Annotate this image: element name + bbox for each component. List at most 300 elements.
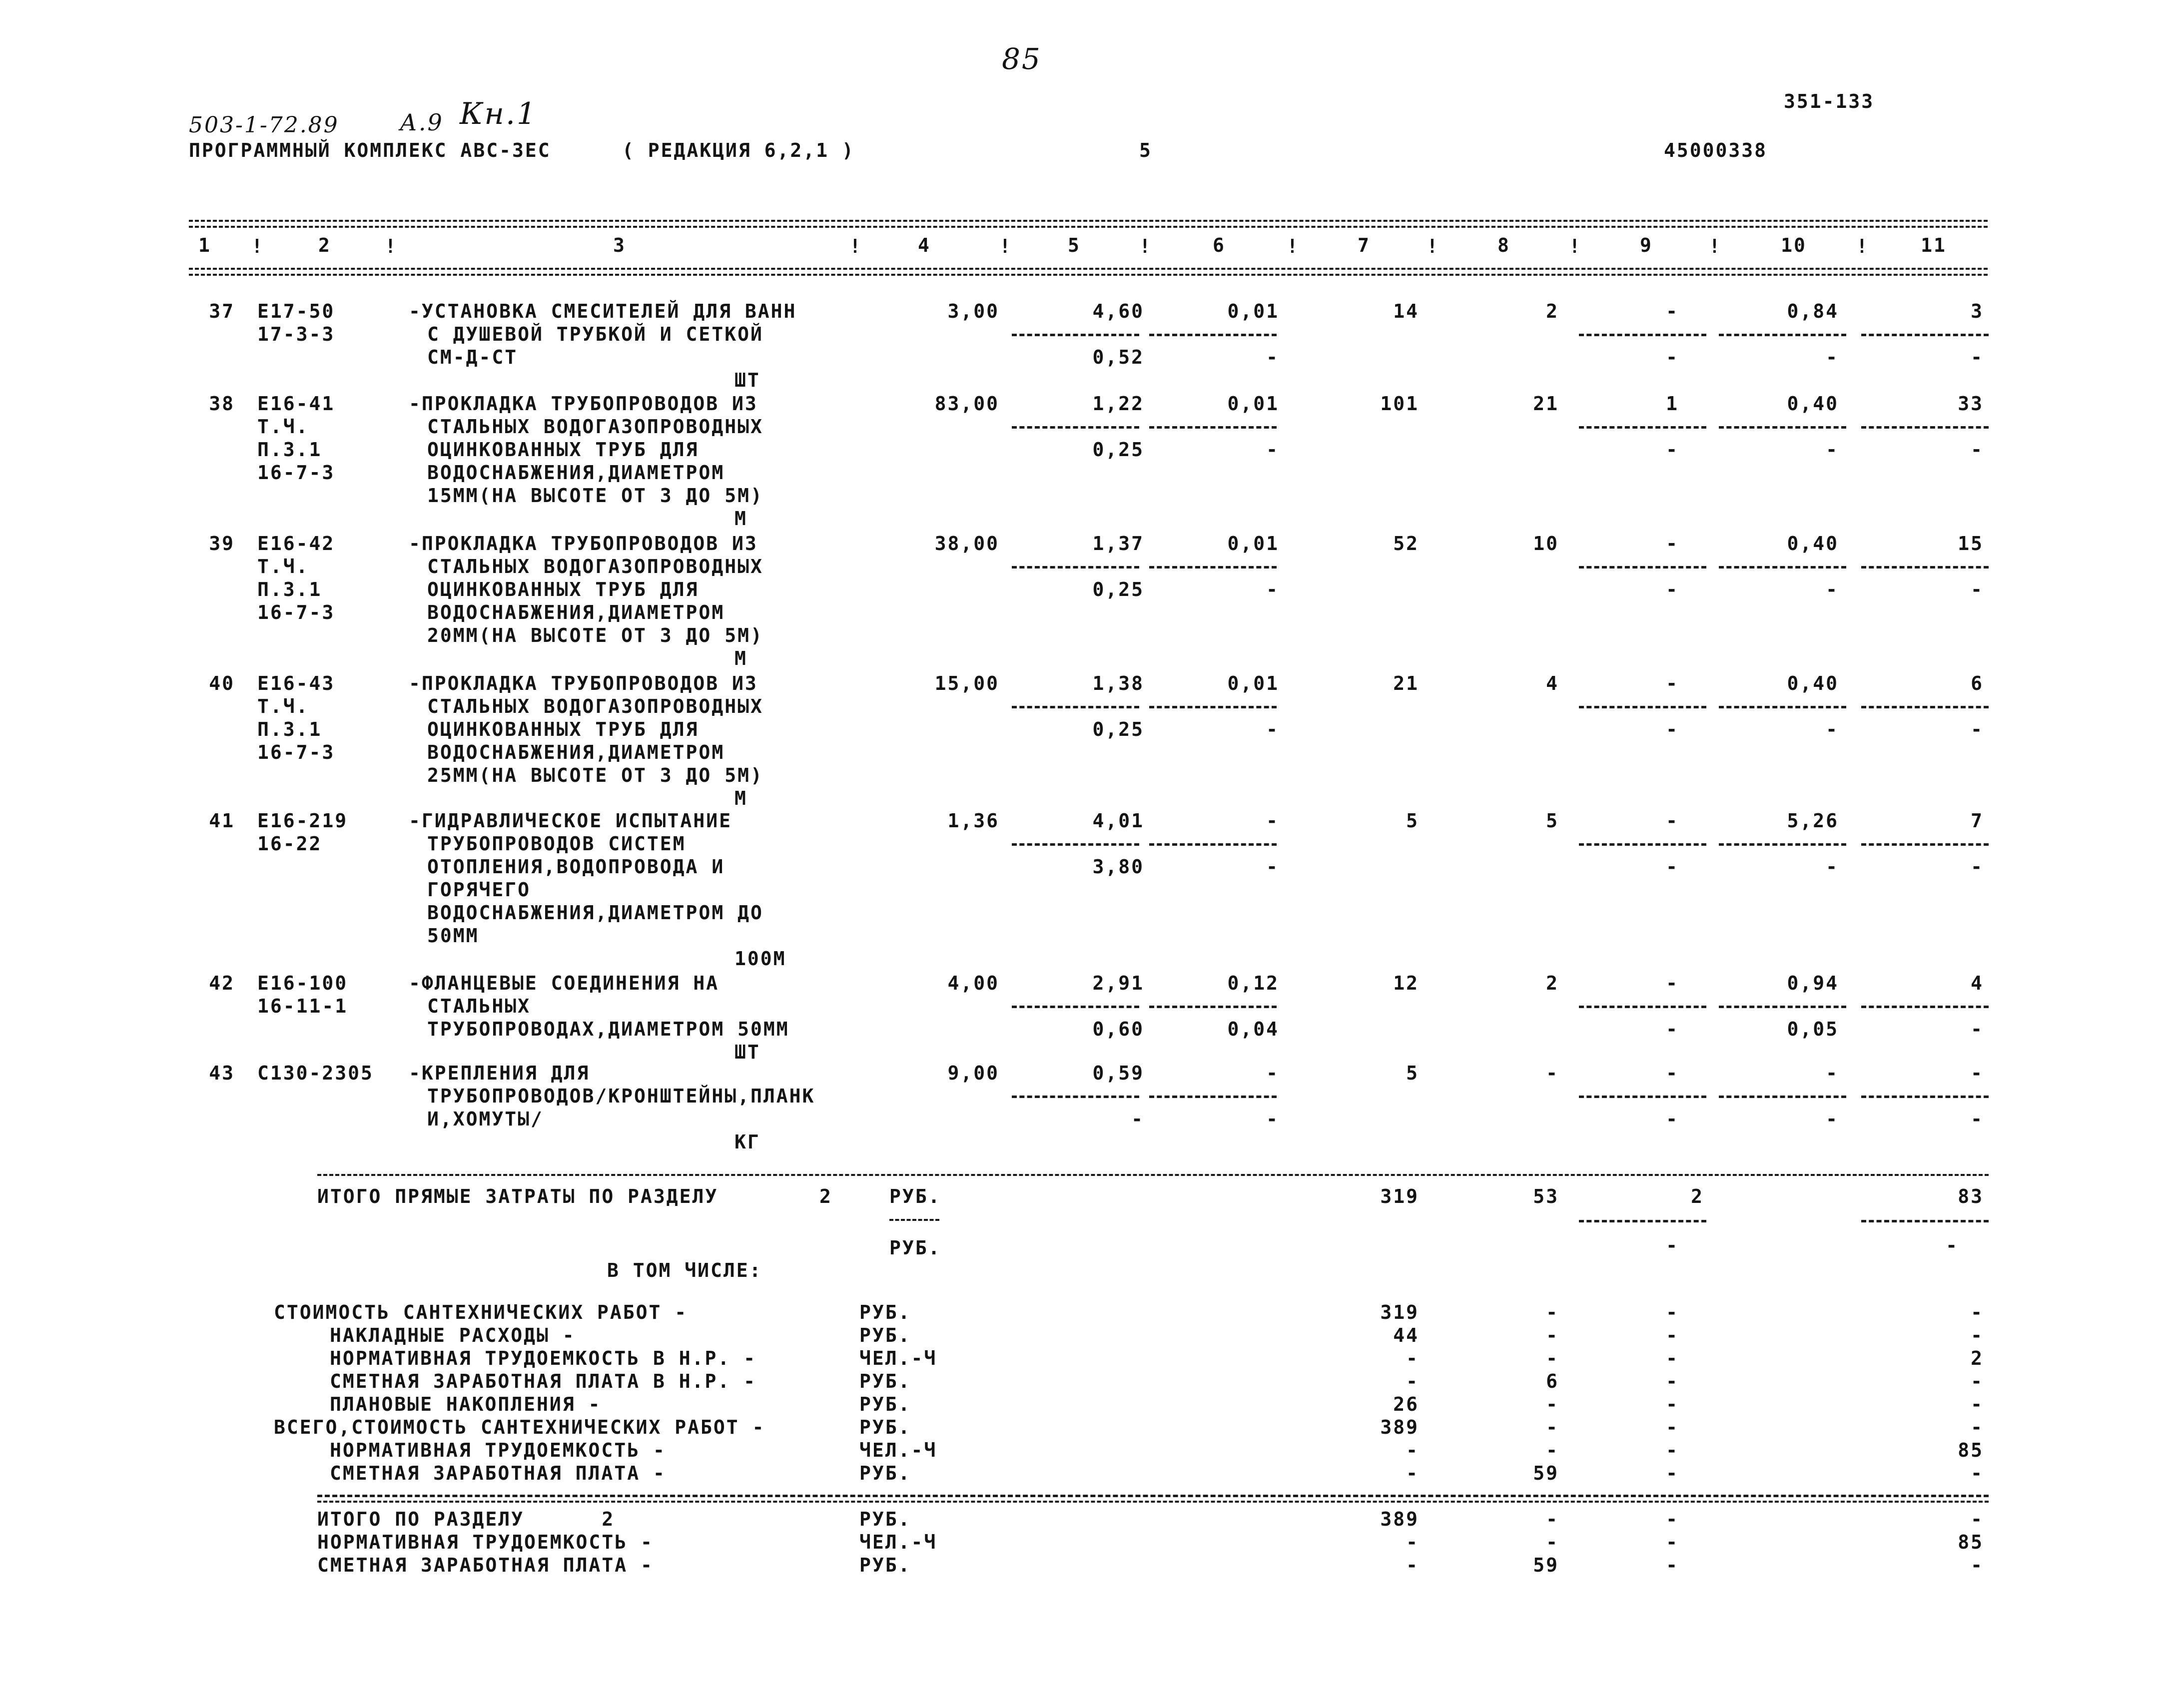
section-total-col7: 389 <box>1380 1508 1419 1530</box>
row-col8: 2 <box>1546 972 1559 994</box>
row-c9-rule <box>1579 843 1706 846</box>
row-quantity: 1,36 <box>947 810 999 832</box>
row-c5: 4,60 <box>1092 300 1144 322</box>
breakdown-col9: - <box>1666 1324 1679 1346</box>
row-c5: 4,01 <box>1092 810 1144 832</box>
breakdown-col7: - <box>1406 1462 1419 1484</box>
row-description: -КРЕПЛЕНИЯ ДЛЯ <box>409 1062 590 1084</box>
row-c9b: - <box>1666 439 1679 461</box>
row-code: 16-22 <box>257 833 322 855</box>
direct-costs-col11: 83 <box>1958 1185 1984 1207</box>
col-header-5: 5 <box>1068 234 1081 256</box>
row-c11b: - <box>1971 439 1984 461</box>
breakdown-col8: - <box>1546 1347 1559 1369</box>
row-code: Е16-219 <box>257 810 348 832</box>
section-total-col8: - <box>1546 1508 1559 1530</box>
document-code: 503-1-72.89 <box>189 112 339 138</box>
row-code: Е16-42 <box>257 533 335 555</box>
row-code: 16-7-3 <box>257 601 335 623</box>
row-description: -ГИДРАВЛИЧЕСКОЕ ИСПЫТАНИЕ <box>409 810 732 832</box>
row-c9b: - <box>1666 1018 1679 1040</box>
breakdown-label: НАКЛАДНЫЕ РАСХОДЫ - <box>330 1324 576 1346</box>
row-c10b: - <box>1826 439 1839 461</box>
direct-costs-col9-rule <box>1579 1220 1706 1222</box>
row-c6-rule <box>1149 843 1277 846</box>
row-quantity: 4,00 <box>947 972 999 994</box>
row-c9b: - <box>1666 718 1679 740</box>
row-unit: М <box>734 787 747 809</box>
row-col8: 10 <box>1533 533 1559 555</box>
section-total-col9: - <box>1666 1554 1679 1576</box>
row-c10-rule <box>1719 843 1846 846</box>
breakdown-col9: - <box>1666 1416 1679 1438</box>
row-c11-rule <box>1861 566 1989 568</box>
section-total-col9: - <box>1666 1531 1679 1553</box>
row-c11b: - <box>1971 1108 1984 1130</box>
row-c11b: - <box>1971 1018 1984 1040</box>
direct-costs-unit-rule <box>889 1219 939 1221</box>
breakdown-unit: РУБ. <box>859 1462 911 1484</box>
row-description: ВОДОСНАБЖЕНИЯ,ДИАМЕТРОМ ДО <box>427 902 763 924</box>
row-c11b: - <box>1971 346 1984 368</box>
row-number: 43 <box>209 1062 235 1084</box>
row-c6-rule <box>1149 334 1277 336</box>
row-description: -УСТАНОВКА СМЕСИТЕЛЕЙ ДЛЯ ВАНН <box>409 300 797 322</box>
breakdown-col11: - <box>1971 1324 1984 1346</box>
section-total-col7: - <box>1406 1531 1419 1553</box>
row-c5b: 0,52 <box>1092 346 1144 368</box>
col-header-4: 4 <box>918 234 931 256</box>
row-c6-rule <box>1149 1006 1277 1008</box>
row-c11b: - <box>1971 578 1984 600</box>
row-quantity: 83,00 <box>934 393 999 415</box>
row-description: -ПРОКЛАДКА ТРУБОПРОВОДОВ ИЗ <box>409 533 758 555</box>
col-sep: ! <box>1287 235 1300 257</box>
breakdown-col7: 319 <box>1380 1301 1419 1323</box>
row-number: 37 <box>209 300 235 322</box>
row-code: Т.Ч. <box>257 695 309 717</box>
row-c6-rule <box>1149 706 1277 708</box>
row-code: 16-7-3 <box>257 462 335 484</box>
sheet-number: 5 <box>1139 139 1152 161</box>
breakdown-col11: - <box>1971 1301 1984 1323</box>
header-top-rule <box>189 220 1988 228</box>
breakdown-col11: 85 <box>1958 1439 1984 1461</box>
row-description: ВОДОСНАБЖЕНИЯ,ДИАМЕТРОМ <box>427 741 725 763</box>
row-col8: 5 <box>1546 810 1559 832</box>
direct-costs-section: 2 <box>819 1185 832 1207</box>
row-code: Т.Ч. <box>257 556 309 577</box>
breakdown-col9: - <box>1666 1393 1679 1415</box>
row-c10b: 0,05 <box>1787 1018 1839 1040</box>
col-sep: ! <box>999 235 1012 257</box>
direct-costs-unit-2: РУБ. <box>889 1237 941 1259</box>
row-description: ОТОПЛЕНИЯ,ВОДОПРОВОДА И <box>427 856 725 878</box>
breakdown-col7: 26 <box>1393 1393 1419 1415</box>
row-c9b: - <box>1666 578 1679 600</box>
row-c11-rule <box>1861 334 1989 336</box>
section-total-label: НОРМАТИВНАЯ ТРУДОЕМКОСТЬ - <box>317 1531 654 1553</box>
row-c10-rule <box>1719 1006 1846 1008</box>
row-c6: 0,01 <box>1227 300 1279 322</box>
row-c5b: 3,80 <box>1092 856 1144 878</box>
col-sep: ! <box>1709 235 1722 257</box>
breakdown-label: СМЕТНАЯ ЗАРАБОТНАЯ ПЛАТА В Н.Р. - <box>330 1370 756 1392</box>
direct-costs-col11-rule <box>1861 1220 1989 1222</box>
row-c10: 0,40 <box>1787 533 1839 555</box>
col-header-7: 7 <box>1358 234 1371 256</box>
row-col7: 21 <box>1393 672 1419 694</box>
row-unit: КГ <box>734 1131 760 1153</box>
row-c5: 2,91 <box>1092 972 1144 994</box>
row-description: ГОРЯЧЕГО <box>427 879 531 901</box>
breakdown-col9: - <box>1666 1301 1679 1323</box>
row-c10b: - <box>1826 1108 1839 1130</box>
row-c9-rule <box>1579 1096 1706 1098</box>
row-unit: ШТ <box>734 369 760 391</box>
row-code: С130-2305 <box>257 1062 374 1084</box>
row-c9: - <box>1666 810 1679 832</box>
row-c5-rule <box>1012 843 1139 846</box>
direct-costs-col11-lower: - <box>1946 1234 1959 1256</box>
row-c9b: - <box>1666 856 1679 878</box>
section-total-rule <box>317 1495 1989 1497</box>
row-unit: М <box>734 647 747 669</box>
row-col7: 14 <box>1393 300 1419 322</box>
row-description: СТАЛЬНЫХ ВОДОГАЗОПРОВОДНЫХ <box>427 556 763 577</box>
row-c6: 0,12 <box>1227 972 1279 994</box>
breakdown-col9: - <box>1666 1439 1679 1461</box>
col-sep: ! <box>1569 235 1582 257</box>
row-code: 16-7-3 <box>257 741 335 763</box>
row-c5b: 0,25 <box>1092 439 1144 461</box>
section-total-unit: РУБ. <box>859 1508 911 1530</box>
header-bottom-rule <box>189 268 1988 276</box>
col-header-6: 6 <box>1213 234 1226 256</box>
row-c10b: - <box>1826 718 1839 740</box>
row-c9: - <box>1666 300 1679 322</box>
row-quantity: 3,00 <box>947 300 999 322</box>
breakdown-label: НОРМАТИВНАЯ ТРУДОЕМКОСТЬ В Н.Р. - <box>330 1347 756 1369</box>
row-description: СМ-Д-СТ <box>427 346 518 368</box>
breakdown-col7: - <box>1406 1439 1419 1461</box>
breakdown-label: СМЕТНАЯ ЗАРАБОТНАЯ ПЛАТА - <box>330 1462 666 1484</box>
row-c5: 1,38 <box>1092 672 1144 694</box>
direct-costs-label: ИТОГО ПРЯМЫЕ ЗАТРАТЫ ПО РАЗДЕЛУ <box>317 1185 719 1207</box>
breakdown-col8: - <box>1546 1416 1559 1438</box>
row-c6: 0,01 <box>1227 533 1279 555</box>
direct-costs-col9-lower: - <box>1666 1234 1679 1256</box>
row-c5b: - <box>1131 1108 1144 1130</box>
breakdown-unit: РУБ. <box>859 1370 911 1392</box>
breakdown-unit: ЧЕЛ.-Ч <box>859 1347 937 1369</box>
section-total-unit: РУБ. <box>859 1554 911 1576</box>
breakdown-col8: - <box>1546 1301 1559 1323</box>
col-header-3: 3 <box>613 234 626 256</box>
col-header-8: 8 <box>1497 234 1510 256</box>
row-c9b: - <box>1666 346 1679 368</box>
row-description: ОЦИНКОВАННЫХ ТРУБ ДЛЯ <box>427 578 699 600</box>
row-c11: 7 <box>1971 810 1984 832</box>
row-c11: 15 <box>1958 533 1984 555</box>
row-c10: 0,40 <box>1787 672 1839 694</box>
breakdown-col9: - <box>1666 1347 1679 1369</box>
row-unit: М <box>734 508 747 530</box>
breakdown-col7: - <box>1406 1370 1419 1392</box>
row-c10b: - <box>1826 856 1839 878</box>
breakdown-col7: 44 <box>1393 1324 1419 1346</box>
row-number: 40 <box>209 672 235 694</box>
row-c6b: - <box>1266 718 1279 740</box>
row-code: Т.Ч. <box>257 416 309 438</box>
row-description: ТРУБОПРОВОДАХ,ДИАМЕТРОМ 50ММ <box>427 1018 789 1040</box>
row-c9: - <box>1666 1062 1679 1084</box>
direct-costs-col8: 53 <box>1533 1185 1559 1207</box>
row-number: 38 <box>209 393 235 415</box>
row-c6-rule <box>1149 566 1277 568</box>
row-col8: 21 <box>1533 393 1559 415</box>
row-description: 50ММ <box>427 925 479 947</box>
row-c6b: - <box>1266 856 1279 878</box>
row-c10: 5,26 <box>1787 810 1839 832</box>
direct-costs-unit: РУБ. <box>889 1185 941 1207</box>
row-c11-rule <box>1861 1006 1989 1008</box>
row-c6: - <box>1266 1062 1279 1084</box>
row-description: -ПРОКЛАДКА ТРУБОПРОВОДОВ ИЗ <box>409 672 758 694</box>
row-code: П.3.1 <box>257 718 322 740</box>
row-code: П.3.1 <box>257 439 322 461</box>
row-c6b: - <box>1266 439 1279 461</box>
row-c5-rule <box>1012 426 1139 429</box>
row-description: ВОДОСНАБЖЕНИЯ,ДИАМЕТРОМ <box>427 601 725 623</box>
breakdown-unit: РУБ. <box>859 1301 911 1323</box>
row-quantity: 9,00 <box>947 1062 999 1084</box>
row-c9b: - <box>1666 1108 1679 1130</box>
row-c11: 33 <box>1958 393 1984 415</box>
book-label: Кн.1 <box>460 96 538 131</box>
row-description: -ПРОКЛАДКА ТРУБОПРОВОДОВ ИЗ <box>409 393 758 415</box>
section-total-col8: 59 <box>1533 1554 1559 1576</box>
row-c6b: - <box>1266 346 1279 368</box>
row-number: 42 <box>209 972 235 994</box>
row-col7: 5 <box>1406 1062 1419 1084</box>
row-col8: 4 <box>1546 672 1559 694</box>
row-c10: 0,40 <box>1787 393 1839 415</box>
row-c10-rule <box>1719 566 1846 568</box>
col-sep: ! <box>251 235 264 257</box>
breakdown-col11: - <box>1971 1370 1984 1392</box>
breakdown-label: СТОИМОСТЬ САНТЕХНИЧЕСКИХ РАБОТ - <box>274 1301 688 1323</box>
row-c11: 3 <box>1971 300 1984 322</box>
row-description: ТРУБОПРОВОДОВ/КРОНШТЕЙНЫ,ПЛАНК <box>427 1085 815 1107</box>
breakdown-unit: РУБ. <box>859 1416 911 1438</box>
row-c10: - <box>1826 1062 1839 1084</box>
row-c6: 0,01 <box>1227 393 1279 415</box>
row-c6-rule <box>1149 1096 1277 1098</box>
direct-costs-col9: 2 <box>1691 1185 1704 1207</box>
breakdown-col11: - <box>1971 1462 1984 1484</box>
row-code: 17-3-3 <box>257 323 335 345</box>
row-c11: 4 <box>1971 972 1984 994</box>
row-c10-rule <box>1719 1096 1846 1098</box>
row-description: -ФЛАНЦЕВЫЕ СОЕДИНЕНИЯ НА <box>409 972 720 994</box>
row-c10-rule <box>1719 706 1846 708</box>
col-sep: ! <box>849 235 862 257</box>
row-description: 15ММ(НА ВЫСОТЕ ОТ 3 ДО 5М) <box>427 485 763 507</box>
section-total-col11: - <box>1971 1508 1984 1530</box>
breakdown-col8: 6 <box>1546 1370 1559 1392</box>
breakdown-unit: ЧЕЛ.-Ч <box>859 1439 937 1461</box>
page-number: 85 <box>1002 42 1042 76</box>
breakdown-col7: 389 <box>1380 1416 1419 1438</box>
row-description: 20ММ(НА ВЫСОТЕ ОТ 3 ДО 5М) <box>427 624 763 646</box>
row-c9-rule <box>1579 1006 1706 1008</box>
row-c10b: - <box>1826 346 1839 368</box>
row-c10: 0,94 <box>1787 972 1839 994</box>
row-c10-rule <box>1719 426 1846 429</box>
row-c9: - <box>1666 972 1679 994</box>
row-col7: 101 <box>1380 393 1419 415</box>
row-unit: ШТ <box>734 1041 760 1063</box>
row-c5-rule <box>1012 566 1139 568</box>
col-sep: ! <box>1427 235 1440 257</box>
row-c9-rule <box>1579 426 1706 429</box>
row-c9: - <box>1666 672 1679 694</box>
section-total-col11: - <box>1971 1554 1984 1576</box>
row-c9-rule <box>1579 566 1706 568</box>
program-edition: ( РЕДАКЦИЯ 6,2,1 ) <box>622 139 855 161</box>
row-description: СТАЛЬНЫХ <box>427 995 531 1017</box>
row-c6: 0,01 <box>1227 672 1279 694</box>
breakdown-label: НОРМАТИВНАЯ ТРУДОЕМКОСТЬ - <box>330 1439 666 1461</box>
row-c6: - <box>1266 810 1279 832</box>
row-description: СТАЛЬНЫХ ВОДОГАЗОПРОВОДНЫХ <box>427 416 763 438</box>
row-c5-rule <box>1012 1006 1139 1008</box>
row-number: 41 <box>209 810 235 832</box>
row-c10b: - <box>1826 578 1839 600</box>
row-c5-rule <box>1012 706 1139 708</box>
breakdown-unit: РУБ. <box>859 1393 911 1415</box>
row-c11-rule <box>1861 426 1989 429</box>
row-code: Е17-50 <box>257 300 335 322</box>
breakdown-col8: - <box>1546 1393 1559 1415</box>
row-c5b: 0,25 <box>1092 718 1144 740</box>
row-c5: 1,22 <box>1092 393 1144 415</box>
breakdown-col7: - <box>1406 1347 1419 1369</box>
col-header-2: 2 <box>318 234 331 256</box>
row-c5b: 0,25 <box>1092 578 1144 600</box>
row-col8: - <box>1546 1062 1559 1084</box>
row-description: И,ХОМУТЫ/ <box>427 1108 544 1130</box>
row-c11-rule <box>1861 706 1989 708</box>
program-name: ПРОГРАММНЫЙ КОМПЛЕКС АВС-3ЕС <box>189 139 551 161</box>
section-total-col9: - <box>1666 1508 1679 1530</box>
breakdown-col9: - <box>1666 1370 1679 1392</box>
row-description: ОЦИНКОВАННЫХ ТРУБ ДЛЯ <box>427 439 699 461</box>
col-header-10: 10 <box>1781 234 1807 256</box>
breakdown-col9: - <box>1666 1462 1679 1484</box>
row-quantity: 38,00 <box>934 533 999 555</box>
totals-top-rule <box>317 1174 1989 1176</box>
section-total-col11: 85 <box>1958 1531 1984 1553</box>
row-c9: - <box>1666 533 1679 555</box>
section-total-rule-2 <box>317 1501 1989 1503</box>
row-c10: 0,84 <box>1787 300 1839 322</box>
breakdown-col8: 59 <box>1533 1462 1559 1484</box>
row-c5: 0,59 <box>1092 1062 1144 1084</box>
row-code: П.3.1 <box>257 578 322 600</box>
section-total-unit: ЧЕЛ.-Ч <box>859 1531 937 1553</box>
row-c6-rule <box>1149 426 1277 429</box>
section-total-col7: - <box>1406 1554 1419 1576</box>
col-header-9: 9 <box>1640 234 1653 256</box>
row-c11-rule <box>1861 843 1989 846</box>
section-total-label: ИТОГО ПО РАЗДЕЛУ 2 <box>317 1508 615 1530</box>
breakdown-unit: РУБ. <box>859 1324 911 1346</box>
row-code: Е16-43 <box>257 672 335 694</box>
col-sep: ! <box>385 235 398 257</box>
col-header-1: 1 <box>198 234 211 256</box>
breakdown-col8: - <box>1546 1439 1559 1461</box>
row-col7: 5 <box>1406 810 1419 832</box>
row-c11b: - <box>1971 856 1984 878</box>
row-c11: 6 <box>1971 672 1984 694</box>
row-description: ВОДОСНАБЖЕНИЯ,ДИАМЕТРОМ <box>427 462 725 484</box>
row-c11b: - <box>1971 718 1984 740</box>
row-c6b: 0,04 <box>1227 1018 1279 1040</box>
section-total-col8: - <box>1546 1531 1559 1553</box>
breakdown-col11: - <box>1971 1393 1984 1415</box>
section-total-label: СМЕТНАЯ ЗАРАБОТНАЯ ПЛАТА - <box>317 1554 654 1576</box>
row-c5b: 0,60 <box>1092 1018 1144 1040</box>
col-sep: ! <box>1856 235 1869 257</box>
row-number: 39 <box>209 533 235 555</box>
row-description: СТАЛЬНЫХ ВОДОГАЗОПРОВОДНЫХ <box>427 695 763 717</box>
row-c11: - <box>1971 1062 1984 1084</box>
right-code: 351-133 <box>1784 90 1875 112</box>
breakdown-label: ВСЕГО,СТОИМОСТЬ САНТЕХНИЧЕСКИХ РАБОТ - <box>274 1416 765 1438</box>
breakdown-col11: - <box>1971 1416 1984 1438</box>
row-col8: 2 <box>1546 300 1559 322</box>
row-quantity: 15,00 <box>934 672 999 694</box>
row-code: Е16-100 <box>257 972 348 994</box>
row-c5-rule <box>1012 1096 1139 1098</box>
row-c9: 1 <box>1666 393 1679 415</box>
row-description: С ДУШЕВОЙ ТРУБКОЙ И СЕТКОЙ <box>427 323 763 345</box>
row-c9-rule <box>1579 334 1706 336</box>
col-header-11: 11 <box>1921 234 1947 256</box>
row-c5-rule <box>1012 334 1139 336</box>
col-sep: ! <box>1139 235 1152 257</box>
album-label: А.9 <box>400 109 444 136</box>
breakdown-label: ПЛАНОВЫЕ НАКОПЛЕНИЯ - <box>330 1393 602 1415</box>
including-label: В ТОМ ЧИСЛЕ: <box>607 1259 762 1281</box>
row-unit: 100М <box>734 948 786 970</box>
row-code: Е16-41 <box>257 393 335 415</box>
row-description: ТРУБОПРОВОДОВ СИСТЕМ <box>427 833 686 855</box>
row-description: ОЦИНКОВАННЫХ ТРУБ ДЛЯ <box>427 718 699 740</box>
row-code: 16-11-1 <box>257 995 348 1017</box>
breakdown-col8: - <box>1546 1324 1559 1346</box>
row-c10-rule <box>1719 334 1846 336</box>
breakdown-col11: 2 <box>1971 1347 1984 1369</box>
row-c5: 1,37 <box>1092 533 1144 555</box>
row-c9-rule <box>1579 706 1706 708</box>
row-c6b: - <box>1266 578 1279 600</box>
document-number: 45000338 <box>1664 139 1768 161</box>
row-c6b: - <box>1266 1108 1279 1130</box>
row-c11-rule <box>1861 1096 1989 1098</box>
